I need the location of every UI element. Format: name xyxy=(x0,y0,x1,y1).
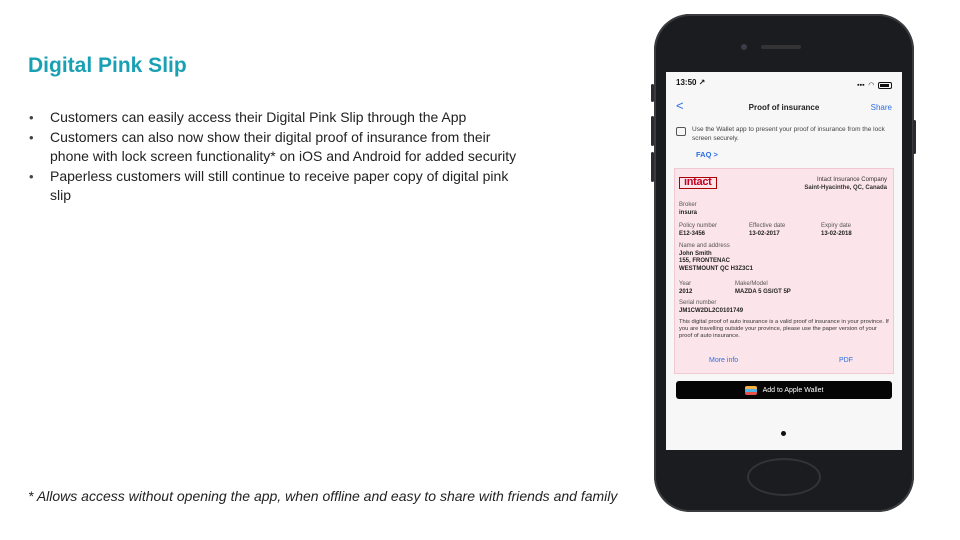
wallet-note-text: Use the Wallet app to present your proof of insurance from the lock screen securely. xyxy=(692,126,885,142)
wifi-icon: ◠ xyxy=(868,82,874,89)
insurer-name: Intact Insurance Company xyxy=(816,177,887,183)
intact-logo: intact xyxy=(679,177,717,189)
wallet-note xyxy=(676,126,896,143)
nav-title: Proof of insurance xyxy=(748,103,820,112)
apple-wallet-icon xyxy=(745,386,757,395)
battery-icon xyxy=(878,82,892,89)
insurer-info xyxy=(804,177,887,192)
bullet-item: • Customers can also now show their digital proof of insurance from their phone with lock screen functionality* on iOS and Android for added security xyxy=(28,128,518,167)
slide-title: Digital Pink Slip xyxy=(28,54,187,77)
nav-bar xyxy=(666,100,902,118)
footnote: * Allows access without opening the app, when offline and easy to share with friends and family xyxy=(28,488,618,504)
status-bar xyxy=(676,78,892,92)
share-button[interactable]: Share xyxy=(870,103,892,112)
disclaimer-text: This digital proof of auto insurance is a valid proof of insurance in your province. If you are travelling outside your province, please use the paper version of your proof of auto insurance. xyxy=(679,319,889,339)
signal-icon: ▪▪▪ xyxy=(857,81,865,89)
bullet-item: • Customers can easily access their Digital Pink Slip through the App xyxy=(28,108,518,128)
serial-field: Serial number JM1CW2DL2C0101749 xyxy=(679,300,744,314)
wallet-icon xyxy=(676,127,686,136)
camera-icon xyxy=(741,44,747,50)
back-button[interactable]: < xyxy=(676,98,684,113)
more-info-link[interactable]: More info xyxy=(709,357,739,364)
name-address-field: Name and address John Smith 155, FRONTENAC WESTMOUNT QC H3Z3C1 xyxy=(679,243,754,272)
add-to-wallet-button[interactable] xyxy=(676,381,892,399)
home-button[interactable] xyxy=(747,458,821,496)
bullet-item: • Paperless customers will still continue to receive paper copy of digital pink slip xyxy=(28,167,518,206)
pink-slip-card xyxy=(674,168,894,374)
faq-link[interactable]: FAQ > xyxy=(696,150,718,159)
phone-volume-up xyxy=(651,116,654,146)
make-model-field: Make/Model MAZDA 5 GS/GT 5P xyxy=(735,281,791,295)
policy-field: Policy number E12-3456 xyxy=(679,223,718,237)
year-field: Year 2012 xyxy=(679,281,693,295)
speaker-grille xyxy=(761,45,801,49)
expiry-date-field: Expiry date 13-02-2018 xyxy=(821,223,852,237)
broker-field: Broker insura xyxy=(679,202,698,216)
phone-screen xyxy=(666,72,902,450)
insurer-city: Saint-Hyacinthe, QC, Canada xyxy=(804,184,887,191)
page-indicator-dot xyxy=(781,431,786,436)
effective-date-field: Effective date 13-02-2017 xyxy=(749,223,786,237)
status-time: 13:50 ↗ xyxy=(676,78,706,87)
phone-power-button xyxy=(913,120,916,154)
add-to-wallet-label: Add to Apple Wallet xyxy=(762,386,824,394)
phone-volume-down xyxy=(651,152,654,182)
pdf-link[interactable]: PDF xyxy=(839,357,853,364)
phone-side-button xyxy=(651,84,654,102)
bullet-list xyxy=(28,108,518,206)
